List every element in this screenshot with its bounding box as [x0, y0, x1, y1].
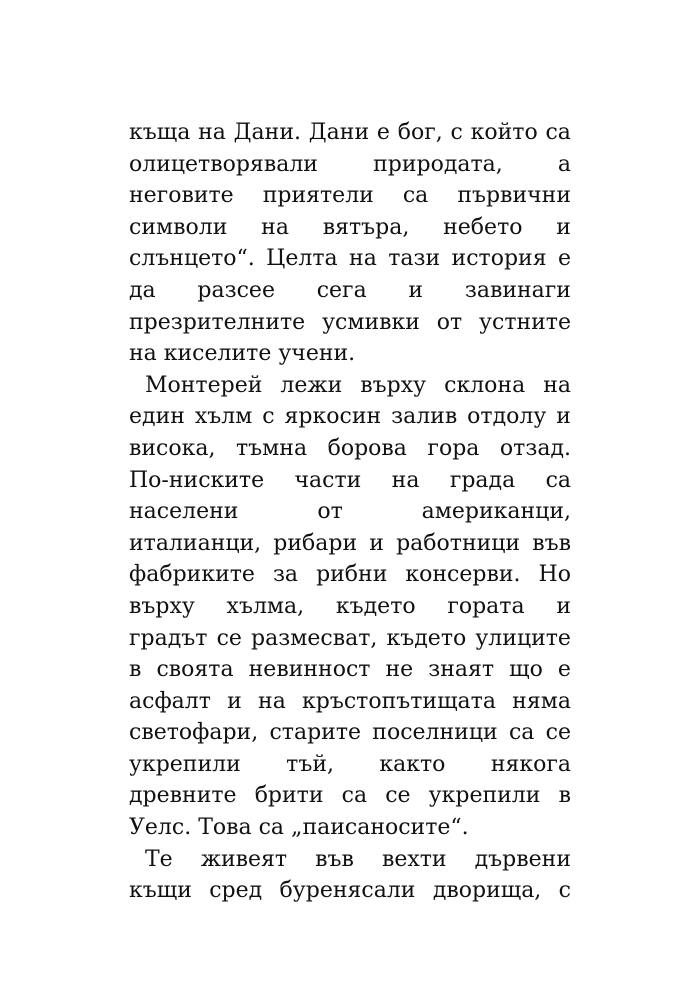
- word: където: [386, 625, 467, 651]
- word: олицетворявали: [129, 151, 318, 177]
- word: Монтерей: [145, 372, 263, 398]
- text-line: [129, 275, 571, 307]
- word: хълм: [194, 404, 253, 430]
- word: се: [216, 625, 242, 651]
- word: Те: [145, 846, 173, 872]
- text-line: [129, 528, 571, 560]
- word: Но: [538, 562, 571, 588]
- word: небето: [443, 214, 523, 240]
- text-line: Уелс. Това са „паисаносите“.: [129, 815, 469, 841]
- word: презрителните: [129, 309, 306, 335]
- word: е: [557, 657, 571, 683]
- word: поселници: [372, 720, 498, 746]
- word: с: [262, 404, 275, 430]
- text-line: [129, 623, 571, 655]
- word: невинност: [248, 657, 371, 683]
- word: вехти: [381, 846, 447, 872]
- word: един: [129, 404, 185, 430]
- word: дървени: [474, 846, 571, 872]
- word: работници: [396, 530, 521, 556]
- word: върху: [129, 593, 195, 619]
- word: висока,: [129, 435, 216, 461]
- word: своята: [156, 657, 234, 683]
- word: знаят: [428, 657, 495, 683]
- word: асфалт: [129, 688, 211, 714]
- word: градът: [129, 625, 208, 651]
- word: на: [543, 372, 571, 398]
- text-line: [129, 465, 571, 497]
- word: живеят: [200, 846, 288, 872]
- word: италианци,: [129, 530, 262, 556]
- word: хълма,: [226, 593, 305, 619]
- text-line: [129, 749, 571, 781]
- word: от: [317, 499, 343, 525]
- text-line: [129, 149, 571, 181]
- word: старите: [269, 720, 362, 746]
- word: тъмна: [236, 435, 308, 461]
- word: и: [369, 530, 384, 556]
- word: гора: [427, 435, 480, 461]
- word: улиците: [475, 625, 571, 651]
- word: устните: [479, 309, 571, 335]
- text-line: [129, 433, 571, 465]
- word: първични: [457, 183, 571, 209]
- word: с: [450, 120, 463, 145]
- word: гората: [447, 593, 525, 619]
- word: що: [509, 657, 543, 683]
- word: природата,: [373, 151, 503, 177]
- word: на: [349, 246, 377, 272]
- text-line: [129, 307, 571, 339]
- text-line: [129, 780, 571, 812]
- word: отдолу: [467, 404, 547, 430]
- word: неговите: [129, 183, 234, 209]
- word: някога: [490, 751, 571, 777]
- word: къщи: [129, 878, 192, 904]
- word: залив: [391, 404, 458, 430]
- word: е: [557, 246, 571, 272]
- word: По-ниските: [129, 467, 265, 493]
- text-line: на киселите учени.: [129, 341, 356, 367]
- word: сега: [316, 277, 367, 303]
- word: в: [129, 657, 142, 683]
- word: размесват,: [251, 625, 378, 651]
- word: бог,: [397, 120, 443, 145]
- word: разсее: [197, 277, 275, 303]
- text-line: [129, 686, 571, 718]
- word: консерви.: [405, 562, 521, 588]
- word: отзад.: [499, 435, 571, 461]
- word: са: [545, 120, 571, 145]
- word: не: [385, 657, 414, 683]
- word: са: [508, 720, 535, 746]
- word: брити: [254, 783, 324, 809]
- word: и: [556, 593, 571, 619]
- word: символи: [129, 214, 228, 240]
- word: за: [272, 562, 299, 588]
- word: са: [545, 467, 571, 493]
- word: лежи: [280, 372, 343, 398]
- word: и: [227, 688, 242, 714]
- word: на: [198, 120, 226, 145]
- text-line: [129, 212, 571, 244]
- text-line: [129, 591, 571, 623]
- word: населени: [129, 499, 239, 525]
- word: няма: [512, 688, 571, 714]
- word: рибари: [273, 530, 358, 556]
- word: на: [391, 467, 420, 493]
- text-line: [129, 401, 571, 433]
- text-line: [129, 117, 571, 149]
- word: и: [556, 404, 571, 430]
- word: и: [408, 277, 424, 303]
- word: вятъра,: [322, 214, 410, 240]
- word: укрепили: [428, 783, 541, 809]
- word: във: [532, 530, 571, 556]
- word: рибни: [316, 562, 388, 588]
- word: сред: [209, 878, 263, 904]
- word: части: [294, 467, 362, 493]
- word: се: [545, 720, 571, 746]
- word: кръстопътищата: [302, 688, 496, 714]
- word: да: [129, 277, 156, 303]
- word: древните: [129, 783, 237, 809]
- word: на: [258, 688, 286, 714]
- word: Дани.: [233, 120, 301, 145]
- word: върху: [360, 372, 427, 398]
- word: на: [261, 214, 289, 240]
- word: от: [436, 309, 463, 335]
- text-line: [129, 180, 571, 212]
- body-text: [129, 117, 571, 907]
- word: укрепили: [129, 751, 241, 777]
- word: борова: [327, 435, 407, 461]
- word: светофари,: [129, 720, 259, 746]
- word: са: [402, 183, 429, 209]
- word: усмивки: [322, 309, 420, 335]
- word: история: [451, 246, 547, 272]
- word: Дани: [308, 120, 370, 145]
- word: се: [385, 783, 411, 809]
- word: както: [379, 751, 446, 777]
- text-line: [129, 243, 571, 275]
- word: който: [470, 120, 538, 145]
- word: с: [558, 878, 571, 904]
- word: тази: [388, 246, 441, 272]
- word: слънцето“.: [129, 246, 255, 272]
- word: дворища,: [432, 878, 542, 904]
- text-line: [129, 370, 571, 402]
- word: приятели: [262, 183, 374, 209]
- word: са: [341, 783, 368, 809]
- word: склона: [444, 372, 526, 398]
- word: къща: [129, 120, 191, 145]
- word: а: [557, 151, 571, 177]
- text-line: [129, 844, 571, 876]
- text-line: [129, 717, 571, 749]
- word: тъй,: [286, 751, 334, 777]
- word: буренясали: [279, 878, 416, 904]
- text-line: [129, 875, 571, 907]
- text-line: [129, 654, 571, 686]
- word: където: [335, 593, 416, 619]
- text-line: [129, 559, 571, 591]
- word: американци,: [421, 499, 571, 525]
- word: фабриките: [129, 562, 255, 588]
- word: яркосин: [284, 404, 382, 430]
- word: е: [376, 120, 390, 145]
- word: завинаги: [464, 277, 571, 303]
- word: в: [558, 783, 571, 809]
- text-line: [129, 496, 571, 528]
- word: и: [556, 214, 571, 240]
- word: града: [449, 467, 516, 493]
- word: във: [315, 846, 354, 872]
- word: Целта: [266, 246, 338, 272]
